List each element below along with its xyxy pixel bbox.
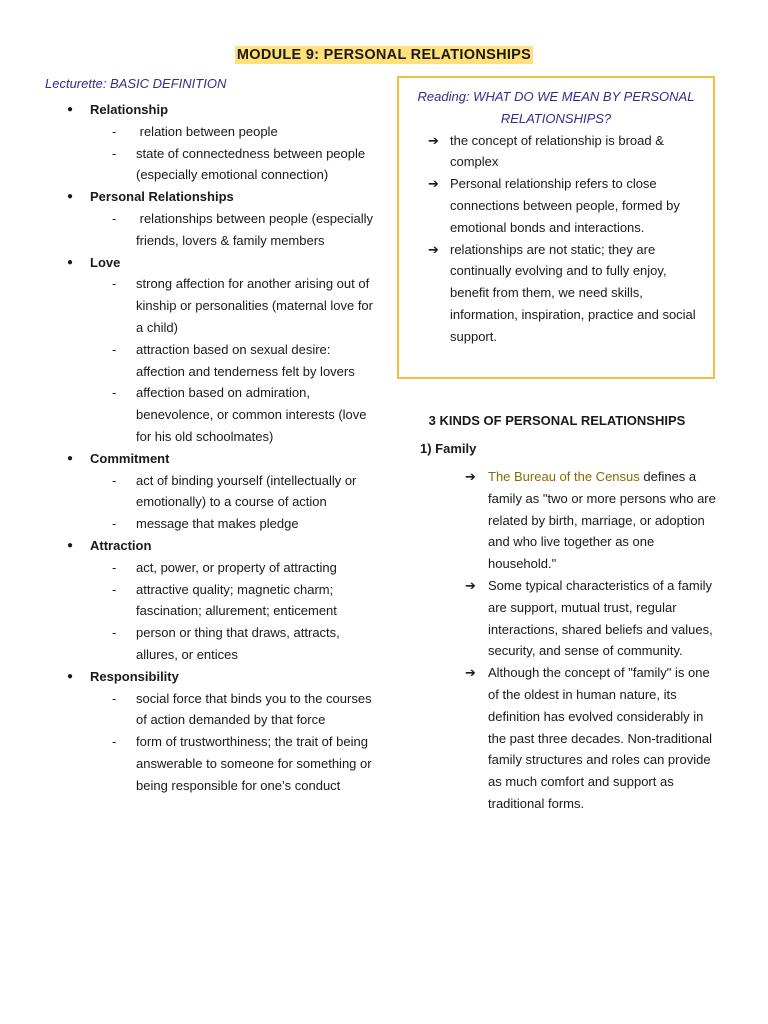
family-item: ➔ The Bureau of the Census defines a family as "two or more persons who are related by birth, marriage, or adoption and who live together as one household." [465, 466, 723, 575]
arrow-icon: ➔ [465, 665, 476, 681]
term-responsibility: ● Responsibility [45, 666, 375, 688]
family-item: ➔ Although the concept of "family" is one of the oldest in human nature, its definition has evolved considerably in the past three decades. Non-traditional family structures and roles can provide as much comfort and support as traditional forms. [465, 662, 723, 815]
reading-item: ➔ Personal relationship refers to close connections between people, formed by emotional bonds and interactions. [399, 173, 713, 238]
family-heading: 1) Family [420, 441, 477, 456]
arrow-icon: ➔ [465, 469, 476, 484]
definition-item: - form of trustworthiness; the trait of being answerable to someone for something or being responsible for one’s conduct [112, 734, 372, 793]
reading-item: ➔ the concept of relationship is broad & complex [399, 130, 713, 174]
kinds-heading: 3 KINDS OF PERSONAL RELATIONSHIPS [428, 413, 686, 428]
term-personal-relationships: ● Personal Relationships [45, 186, 375, 208]
family-item: ➔ Some typical characteristics of a family are support, mutual trust, regular interactions, shared beliefs and values, security, and sense of community. [465, 575, 723, 662]
arrow-icon: ➔ [428, 176, 439, 192]
arrow-icon: ➔ [428, 132, 439, 148]
census-link[interactable]: The Bureau of the Census [488, 469, 640, 484]
arrow-icon: ➔ [465, 577, 476, 593]
reading-title: Reading: WHAT DO WE MEAN BY PERSONAL RELATIONSHIPS? [417, 89, 695, 126]
term-love: ● Love [45, 252, 375, 274]
term-attraction: ● Attraction [45, 535, 375, 557]
definition-item: - act, power, or property of attracting [112, 559, 337, 575]
definition-item: - strong affection for another arising out of kinship or personalities (maternal love for a child) [112, 276, 373, 335]
definition-item: - act of binding yourself (intellectually or emotionally) to a course of action [112, 472, 357, 510]
definition-item: - message that makes pledge [112, 516, 299, 532]
definition-item: - state of connectedness between people (especially emotional connection) [112, 145, 366, 183]
definition-item: - relation between people [112, 123, 278, 139]
definition-item: - affection based on admiration, benevolence, or common interests (love for his old schoolmates) [112, 385, 367, 444]
definition-item: - attraction based on sexual desire: affection and tenderness felt by lovers [112, 341, 355, 379]
page-title: MODULE 9: PERSONAL RELATIONSHIPS [236, 47, 532, 63]
term-relationship: ● Relationship [45, 99, 375, 121]
reading-item: ➔ relationships are not static; they are continually evolving and to fully enjoy, benefit from them, we need skills, information, inspiration, practice and social support. [399, 239, 713, 348]
term-commitment: ● Commitment [45, 448, 375, 470]
definition-item: - person or thing that draws, attracts, allures, or entices [112, 625, 340, 662]
lecturette-heading: Lecturette: BASIC DEFINITION [45, 76, 227, 91]
family-list [465, 466, 723, 815]
definition-item: - attractive quality; magnetic charm; fascination; allurement; enticement [112, 581, 337, 619]
reading-box [397, 76, 715, 379]
definitions-column [45, 76, 375, 797]
definition-item: - relationships between people (especially friends, lovers & family members [112, 210, 374, 248]
definition-item: - social force that binds you to the courses of action demanded by that force [112, 690, 372, 728]
arrow-icon: ➔ [428, 241, 439, 257]
